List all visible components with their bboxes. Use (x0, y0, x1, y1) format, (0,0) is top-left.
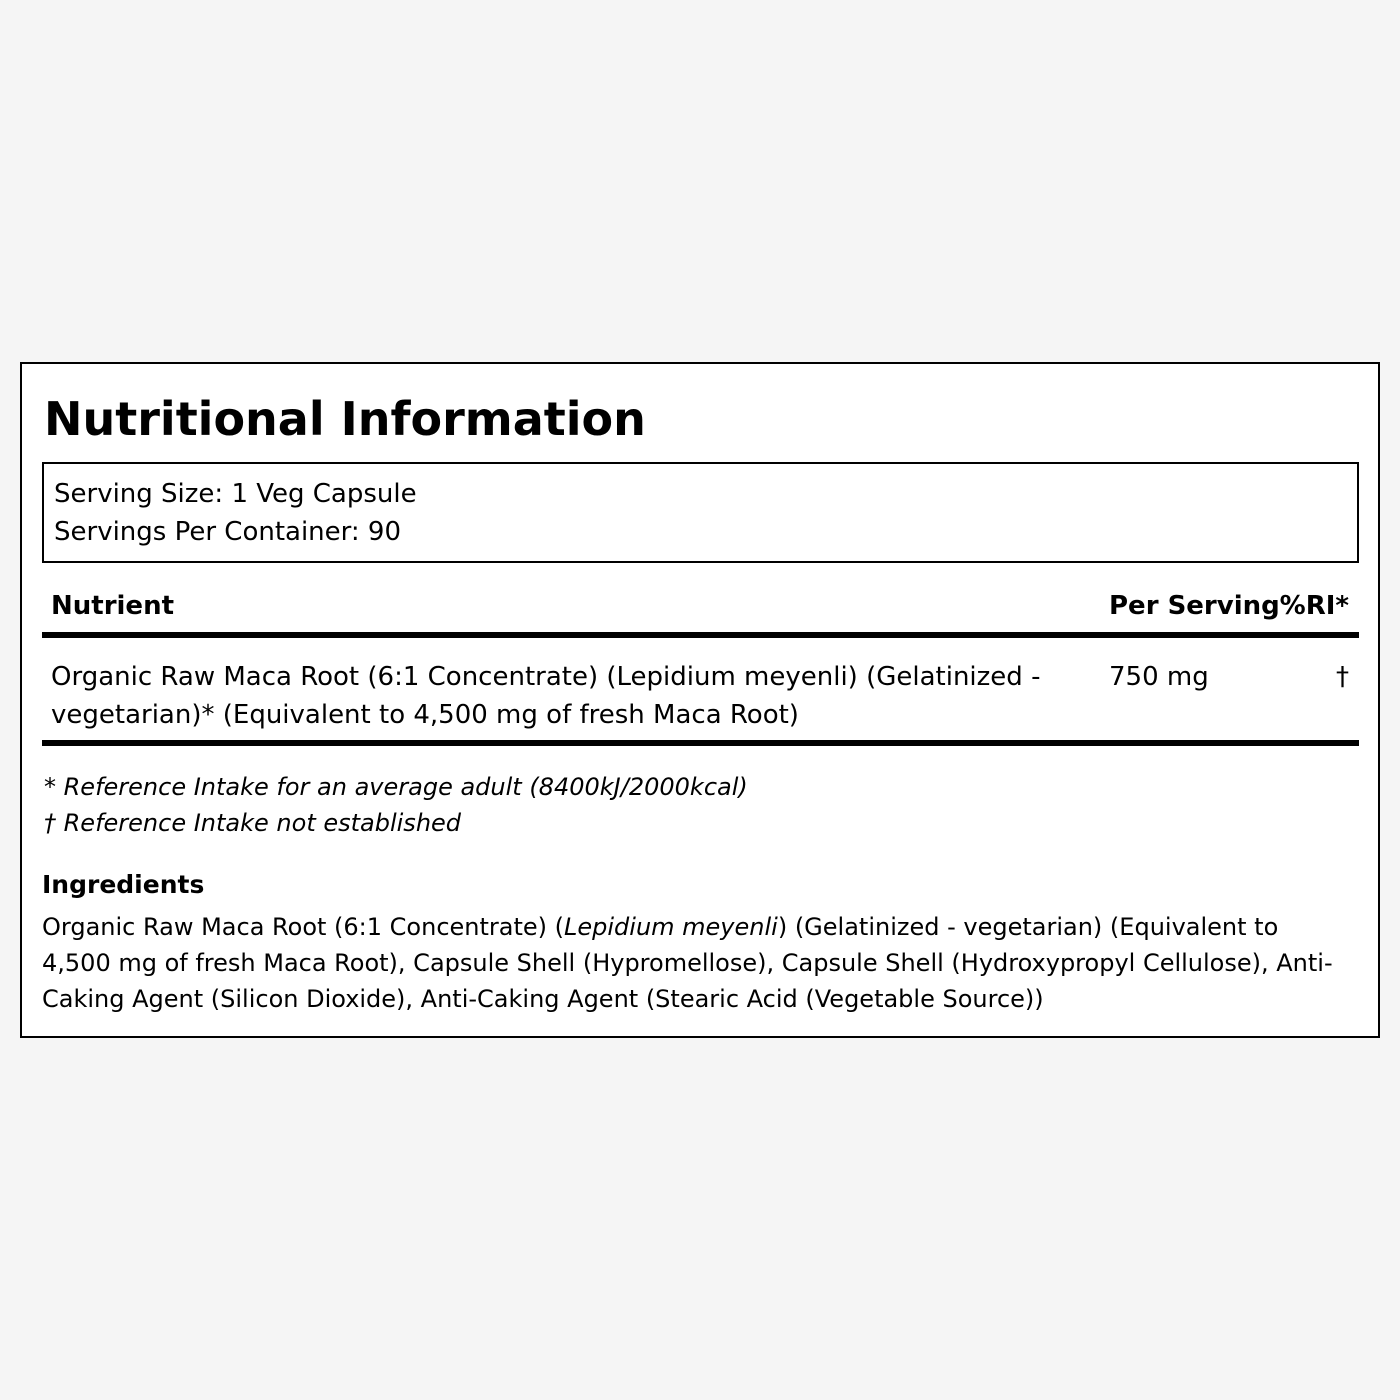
column-header-nutrient: Nutrient (51, 591, 175, 621)
column-header-per-serving: Per Serving (1109, 591, 1280, 621)
table-header-divider (42, 632, 1359, 638)
table-bottom-divider (42, 740, 1359, 746)
column-header-ri: %RI* (1279, 591, 1349, 621)
ingredients-heading: Ingredients (42, 870, 205, 899)
servings-per-container: Servings Per Container: 90 (54, 517, 402, 547)
footnote-not-established: † Reference Intake not established (44, 809, 462, 837)
ingredients-text-part1: Organic Raw Maca Root (6:1 Concentrate) ( (42, 913, 564, 941)
footnote-reference-intake: * Reference Intake for an average adult (8400kJ/2000kcal) (44, 773, 748, 801)
ingredients-text-part2: ) (Gelatinized - vegetarian) (Equivalent to 4,500 mg of fresh Maca Root), Capsule Shell (Hypromellose), Capsule Shell (Hydroxypropyl Cellulose), Anti-Caking Agent (Silicon Dioxide), Anti-Caking Agent (Stearic Acid (Vegetable Source)) (42, 913, 1333, 1013)
serving-size: Serving Size: 1 Veg Capsule (54, 479, 417, 509)
panel-title: Nutritional Information (44, 392, 646, 446)
serving-info-box (42, 462, 1359, 563)
nutrient-amount: 750 mg (1109, 662, 1209, 692)
nutrition-panel (20, 362, 1380, 1038)
ingredients-latin-name: Lepidium meyenli (564, 913, 778, 941)
nutrient-ri: † (1336, 662, 1349, 692)
nutrient-name: Organic Raw Maca Root (6:1 Concentrate) (Lepidium meyenli) (Gelatinized - vegetarian)* (Equivalent to 4,500 mg of fresh Maca Root) (51, 662, 1041, 730)
ingredients-text (42, 909, 1342, 1017)
